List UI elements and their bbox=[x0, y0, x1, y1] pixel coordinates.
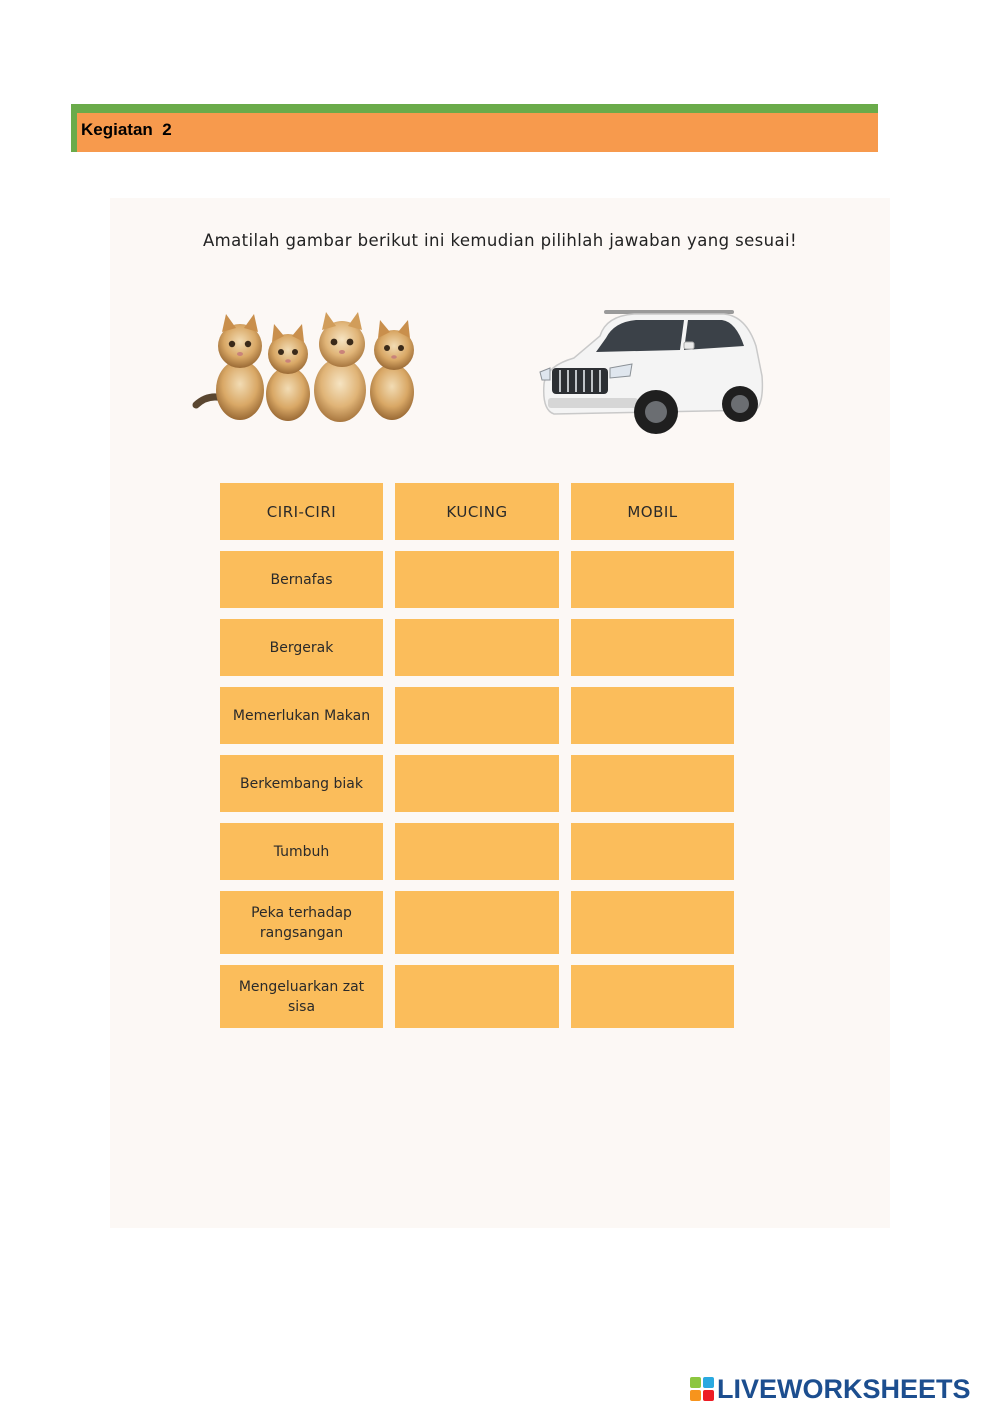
answer-cell-mobil-berkembang-biak[interactable] bbox=[571, 755, 734, 812]
answer-cell-kucing-peka-terhadap-rangsangan[interactable] bbox=[395, 891, 559, 954]
row-label-memerlukan-makan: Memerlukan Makan bbox=[220, 687, 383, 744]
instruction-text: Amatilah gambar berikut ini kemudian pilihlah jawaban yang sesuai! bbox=[202, 231, 798, 250]
row-label-mengeluarkan-zat-sisa: Mengeluarkan zat sisa bbox=[220, 965, 383, 1028]
answer-cell-mobil-peka-terhadap-rangsangan[interactable] bbox=[571, 891, 734, 954]
cats-image bbox=[192, 310, 432, 428]
answer-cell-kucing-tumbuh[interactable] bbox=[395, 823, 559, 880]
table-header-mobil: MOBIL bbox=[571, 483, 734, 540]
activity-header-bar bbox=[71, 104, 878, 152]
answer-cell-kucing-mengeluarkan-zat-sisa[interactable] bbox=[395, 965, 559, 1028]
liveworksheets-logo-icon bbox=[690, 1377, 714, 1401]
answer-cell-mobil-mengeluarkan-zat-sisa[interactable] bbox=[571, 965, 734, 1028]
answer-cell-mobil-bernafas[interactable] bbox=[571, 551, 734, 608]
answer-cell-mobil-bergerak[interactable] bbox=[571, 619, 734, 676]
activity-title: Kegiatan 2 bbox=[81, 120, 172, 139]
answer-cell-mobil-memerlukan-makan[interactable] bbox=[571, 687, 734, 744]
row-label-bergerak: Bergerak bbox=[220, 619, 383, 676]
answer-cell-kucing-bernafas[interactable] bbox=[395, 551, 559, 608]
answer-cell-kucing-memerlukan-makan[interactable] bbox=[395, 687, 559, 744]
row-label-berkembang-biak: Berkembang biak bbox=[220, 755, 383, 812]
car-image bbox=[534, 306, 770, 441]
liveworksheets-brand bbox=[690, 1372, 971, 1406]
row-label-tumbuh: Tumbuh bbox=[220, 823, 383, 880]
table-header-ciri-ciri: CIRI-CIRI bbox=[220, 483, 383, 540]
answer-cell-mobil-tumbuh[interactable] bbox=[571, 823, 734, 880]
answer-cell-kucing-bergerak[interactable] bbox=[395, 619, 559, 676]
row-label-peka-terhadap-rangsangan: Peka terhadap rangsangan bbox=[220, 891, 383, 954]
row-label-bernafas: Bernafas bbox=[220, 551, 383, 608]
brand-name: LIVEWORKSHEETS bbox=[717, 1373, 971, 1404]
worksheet-panel bbox=[110, 198, 890, 1228]
table-header-kucing: KUCING bbox=[395, 483, 559, 540]
answer-cell-kucing-berkembang-biak[interactable] bbox=[395, 755, 559, 812]
